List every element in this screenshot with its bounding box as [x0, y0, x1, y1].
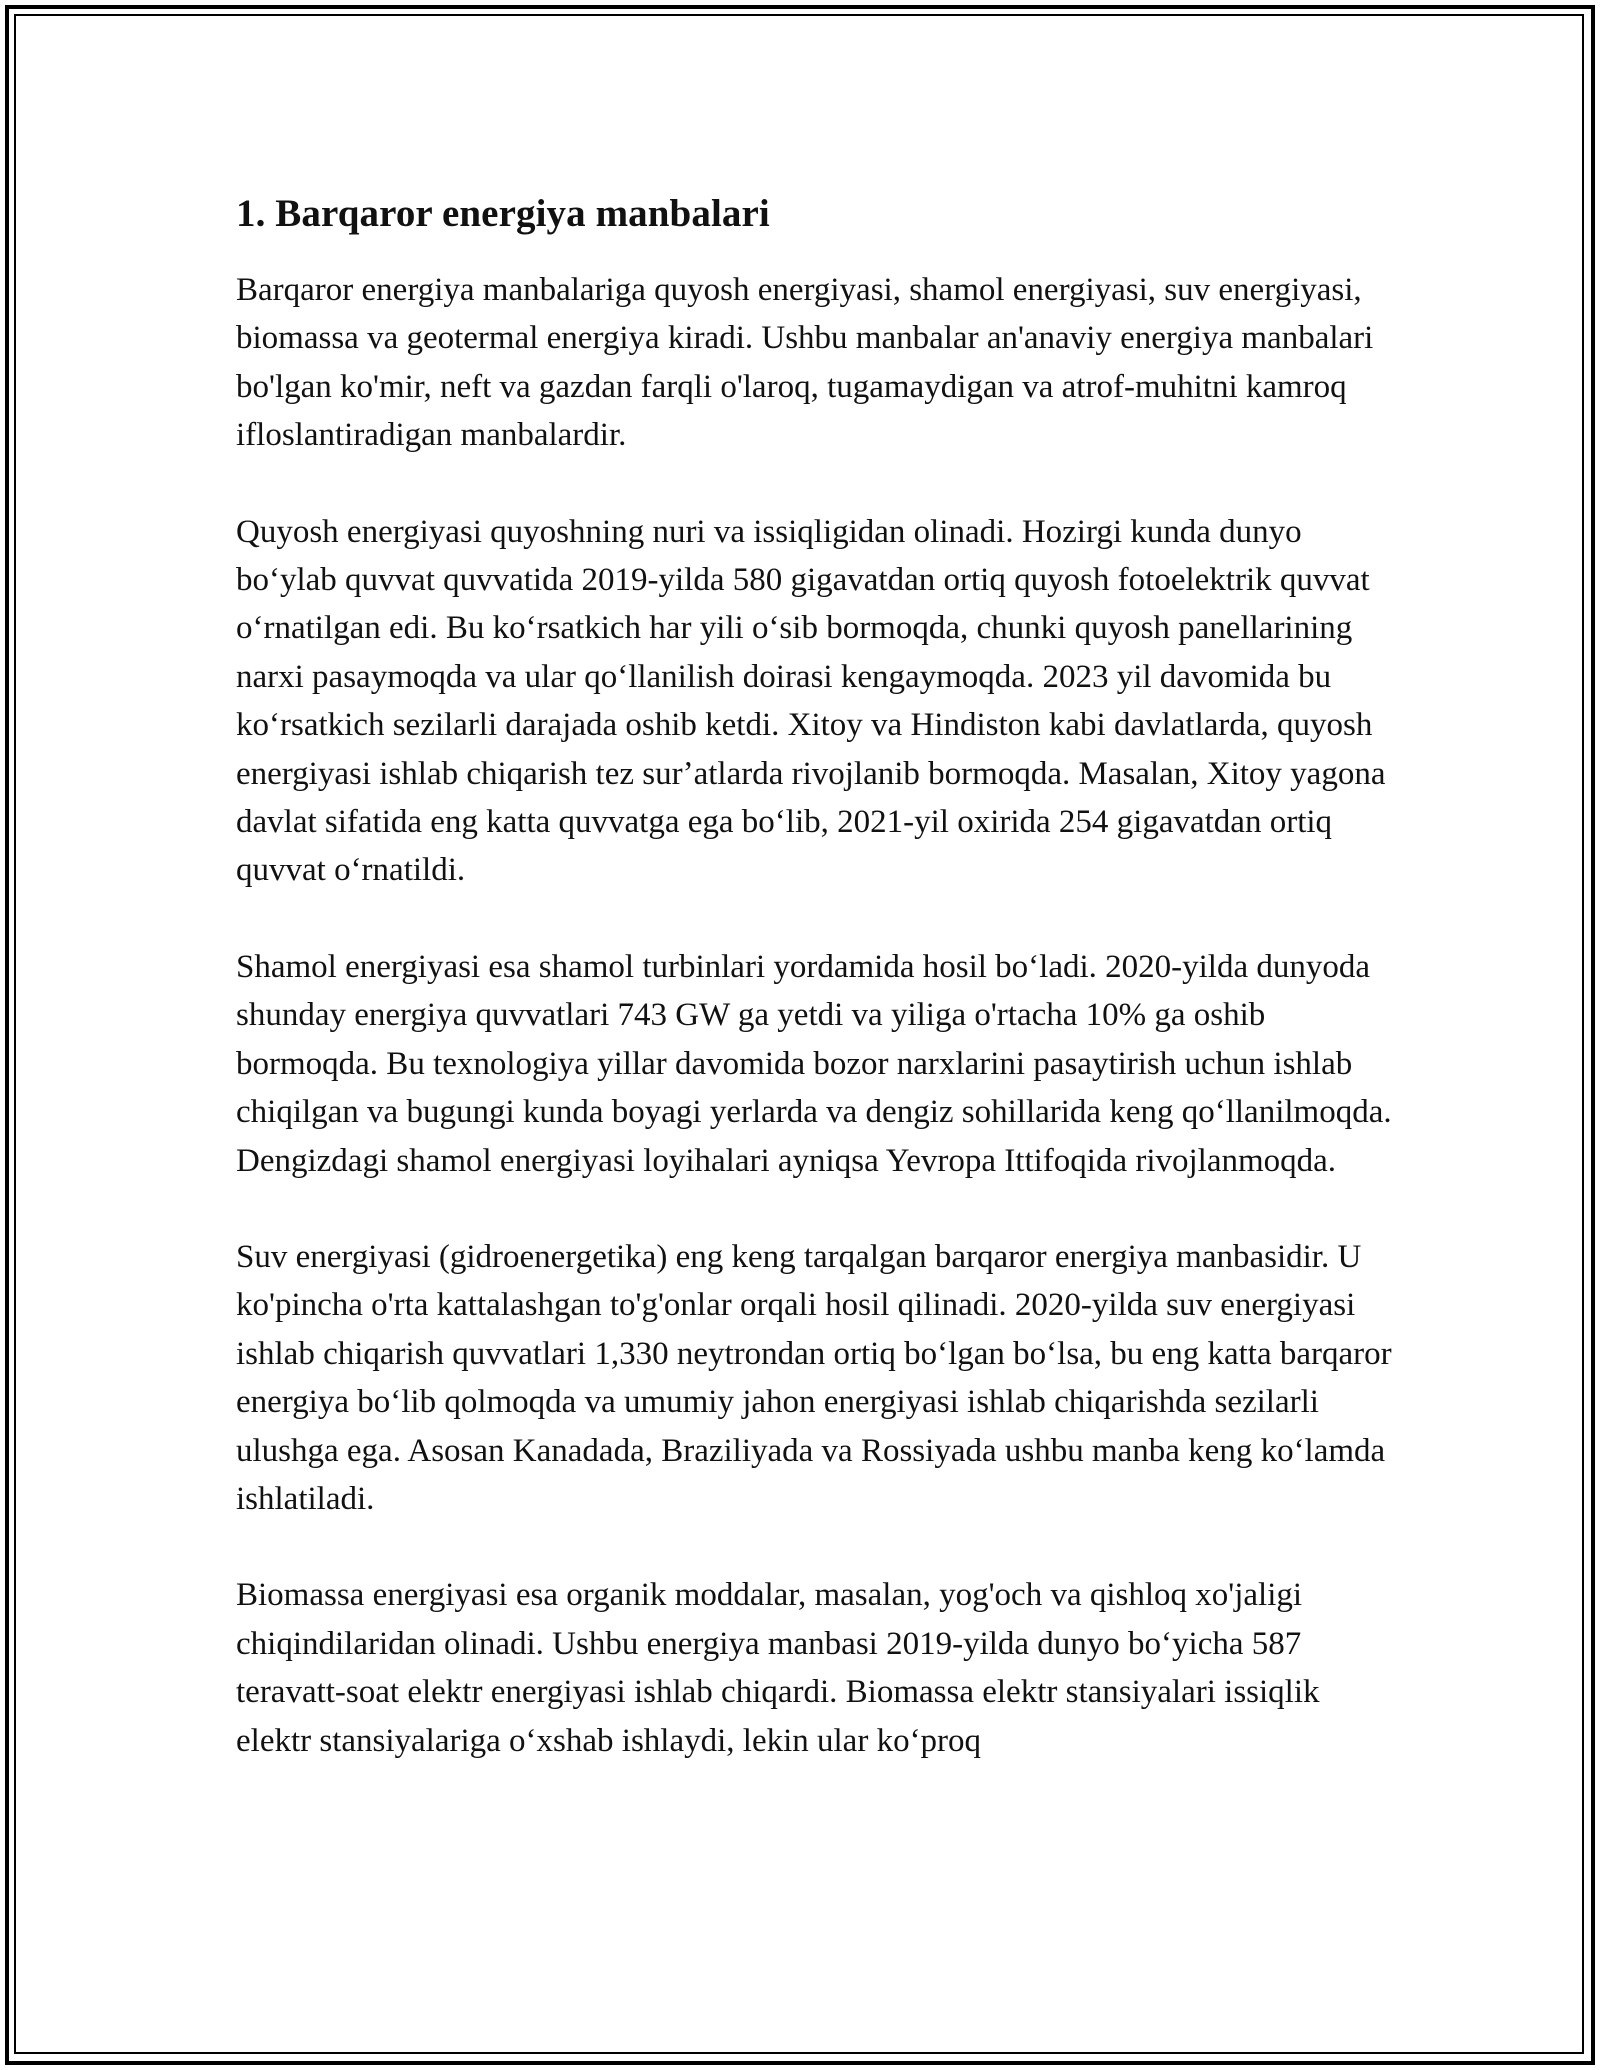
- section-heading: 1. Barqaror energiya manbalari: [236, 192, 770, 235]
- paragraph-wind-energy: Shamol energiyasi esa shamol turbinlari yordamida hosil boʻladi. 2020-yilda dunyoda shunday energiya quvvatlari 743 GW ga yetdi va yiliga o'rtacha 10% ga oshib bormoqda. Bu texnologiya yillar davomida bozor narxlarini pasaytirish uchun ishlab chiqilgan va bugungi kunda boyagi yerlarda va dengiz sohillarida keng qoʻllanilmoqda. Dengizdagi shamol energiyasi loyihalari ayniqsa Yevropa Ittifoqida rivojlanmoqda.: [236, 948, 1392, 1179]
- paragraph-sustainable-sources: Barqaror energiya manbalariga quyosh energiyasi, shamol energiyasi, suv energiyasi, biomassa va geotermal energiya kiradi. Ushbu manbalar an'anaviy energiya manbalari bo'lgan ko'mir, neft va gazdan farqli o'laroq, tugamaydigan va atrof-muhitni kamroq ifloslantiradigan manbalardir.: [236, 272, 1374, 454]
- paragraph-hydro-energy: Suv energiyasi (gidroenergetika) eng keng tarqalgan barqaror energiya manbasidir. U ko'pincha o'rta kattalashgan to'g'onlar orqali hosil qilinadi. 2020-yilda suv energiyasi ishlab chiqarish quvvatlari 1,330 neytrondan ortiq boʻlgan boʻlsa, bu eng katta barqaror energiya boʻlib qolmoqda va umumiy jahon energiyasi ishlab chiqarishda sezilarli ulushga ega. Asosan Kanadada, Braziliyada va Rossiyada ushbu manba keng koʻlamda ishlatiladi.: [236, 1238, 1392, 1517]
- paragraph-solar-energy: Quyosh energiyasi quyoshning nuri va issiqligidan olinadi. Hozirgi kunda dunyo boʻylab quvvat quvvatida 2019-yilda 580 gigavatdan ortiq quyosh fotoelektrik quvvat oʻrnatilgan edi. Bu koʻrsatkich har yili oʻsib bormoqda, chunki quyosh panellarining narxi pasaymoqda va ular qoʻllanilish doirasi kengaymoqda. 2023 yil davomida bu koʻrsatkich sezilarli darajada oshib ketdi. Xitoy va Hindiston kabi davlatlarda, quyosh energiyasi ishlab chiqarish tez surʼatlarda rivojlanib bormoqda. Masalan, Xitoy yagona davlat sifatida eng katta quvvatga ega boʻlib, 2021-yil oxirida 254 gigavatdan ortiq quvvat oʻrnatildi.: [236, 513, 1386, 889]
- document-body: [236, 188, 1396, 1765]
- paragraph-biomass-energy: Biomassa energiyasi esa organik moddalar, masalan, yog'och va qishloq xo'jaligi chiqindilaridan olinadi. Ushbu energiya manbasi 2019-yilda dunyo boʻyicha 587 teravatt-soat elektr energiyasi ishlab chiqardi. Biomassa elektr stansiyalari issiqlik elektr stansiyalariga oʻxshab ishlaydi, lekin ular koʻproq: [236, 1577, 1320, 1759]
